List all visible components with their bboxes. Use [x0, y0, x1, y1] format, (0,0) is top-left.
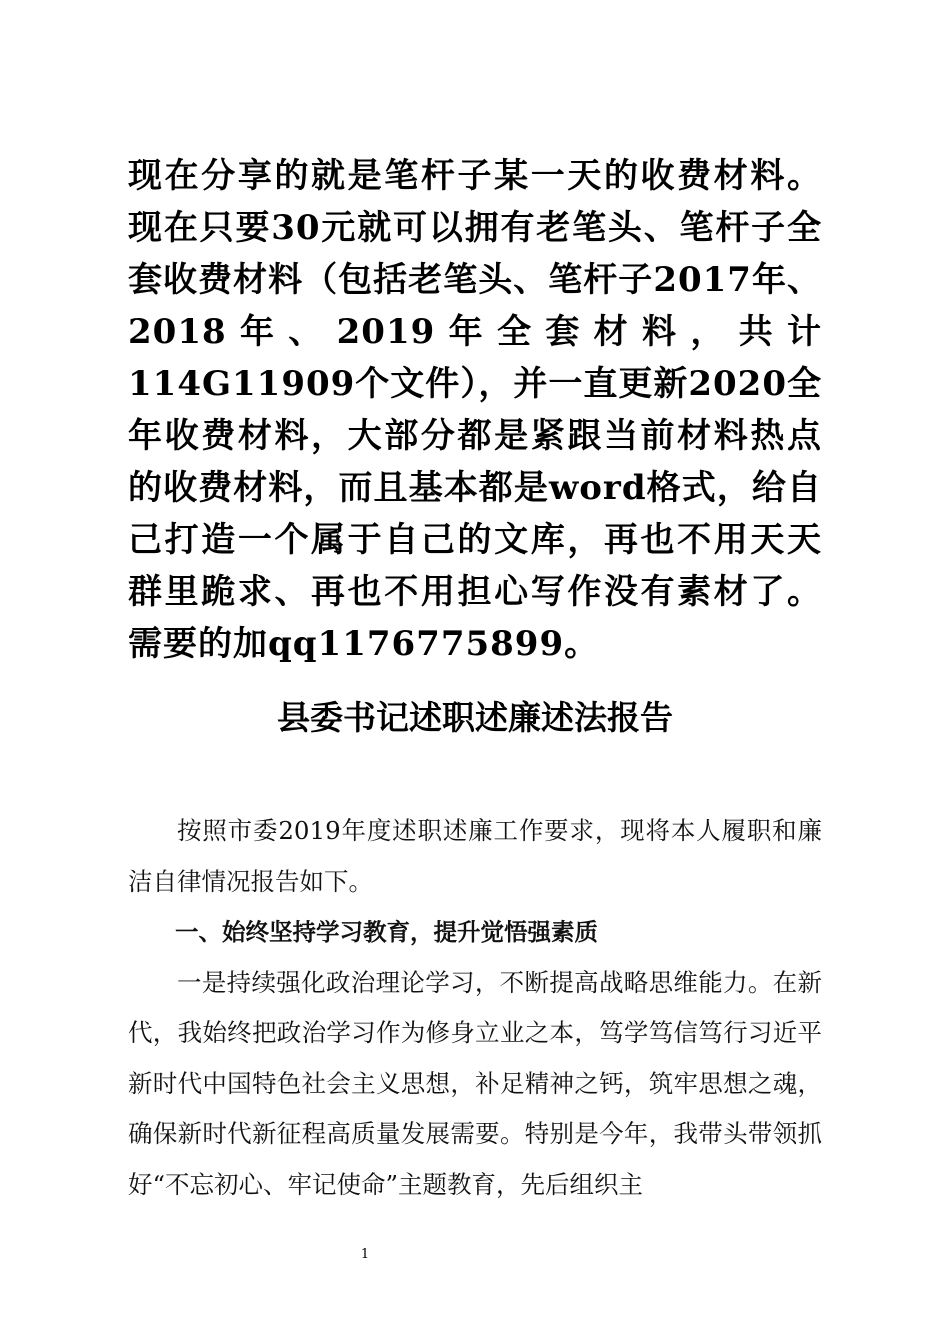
document-title: 县委书记述职述廉述法报告 — [277, 698, 673, 737]
section-heading: 一、始终坚持学习教育，提升觉悟强素质 — [175, 918, 598, 946]
body-paragraph: 一是持续强化政治理论学习，不断提高战略思维能力。在新代，我始终把政治学习作为修身立业之本，笃学笃信笃行习近平新时代中国特色社会主义思想，补足精神之钙，筑牢思想之魂， 确保新时代新征程高质量发展需要。特别是今年，我带头带领抓好“不忘初心、牢记使命”主题教育，先后组织主 — [128, 967, 822, 1199]
intro-paragraph: 按照市委2019年度述职述廉工作要求，现将本人履职和廉洁自律情况报告如下。 — [128, 816, 822, 896]
document-body — [128, 806, 822, 1210]
promo-paragraph: 现在分享的就是笔杆子某一天的收费材料。现在只要30元就可以拥有老笔头、笔杆子全套收费材料（包括老笔头、笔杆子2017年、2018年、2019年全套材料，共计114G11909个文件），并一直更新2020全年收费材料，大部分都是紧跟当前材料热点的收费材料，而且基本都是word格式，给自己打造一个属于自己的文库，再也不用天天群里跪求、再也不用担心写作没有素材了。需要的加qq1176775899。 — [128, 156, 822, 664]
page-number: 1 — [360, 1247, 370, 1262]
